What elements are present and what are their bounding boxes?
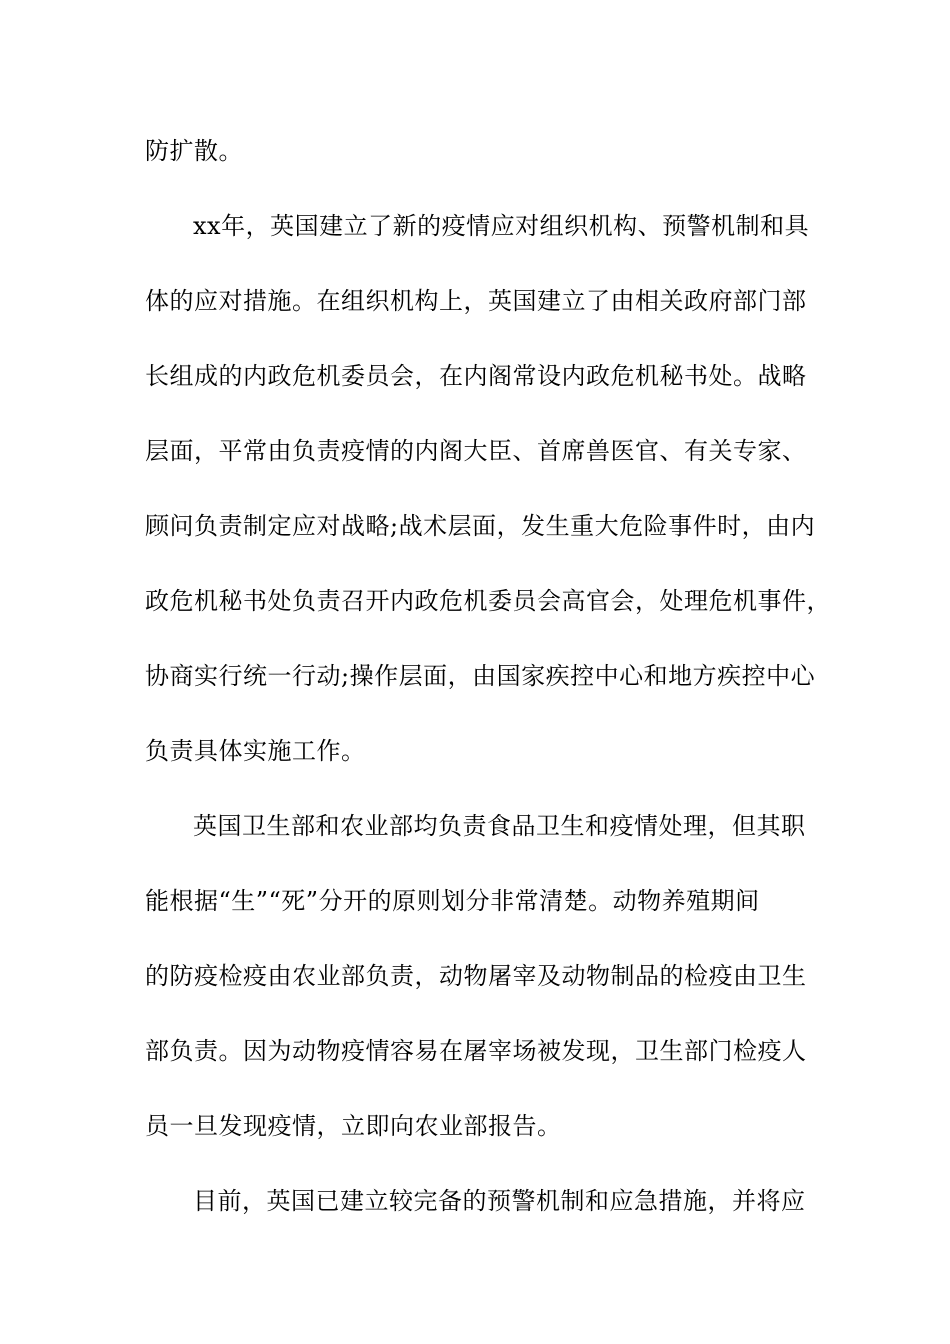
paragraph-start-line: 目前，英国已建立较完备的预警机制和应急措施，并将应	[193, 1187, 806, 1215]
text-line: 顾问负责制定应对战略;战术层面，发生重大危险事件时，由内	[145, 512, 816, 540]
text-line: 体的应对措施。在组织机构上，英国建立了由相关政府部门部	[145, 287, 807, 315]
text-line: 长组成的内政危机委员会，在内阁常设内政危机秘书处。战略	[145, 362, 807, 390]
text-line: 协商实行统一行动;操作层面，由国家疾控中心和地方疾控中心	[145, 662, 816, 690]
text-line: 层面，平常由负责疫情的内阁大臣、首席兽医官、有关专家、	[145, 437, 807, 465]
paragraph-start-line: xx年，英国建立了新的疫情应对组织机构、预警机制和具	[193, 212, 810, 240]
text-line: 负责具体实施工作。	[145, 737, 366, 765]
text-line: 员一旦发现疫情，立即向农业部报告。	[145, 1112, 562, 1140]
paragraph-start-line: 英国卫生部和农业部均负责食品卫生和疫情处理，但其职	[193, 812, 806, 840]
text-line: 的防疫检疫由农业部负责，动物屠宰及动物制品的检疫由卫生	[145, 962, 807, 990]
text-line: 能根据“生”“死”分开的原则划分非常清楚。动物养殖期间	[145, 887, 760, 915]
text-line: 防扩散。	[145, 137, 243, 165]
text-line: 部负责。因为动物疫情容易在屠宰场被发现，卫生部门检疫人	[145, 1037, 807, 1065]
text-line: 政危机秘书处负责召开内政危机委员会高官会，处理危机事件，	[145, 587, 831, 615]
